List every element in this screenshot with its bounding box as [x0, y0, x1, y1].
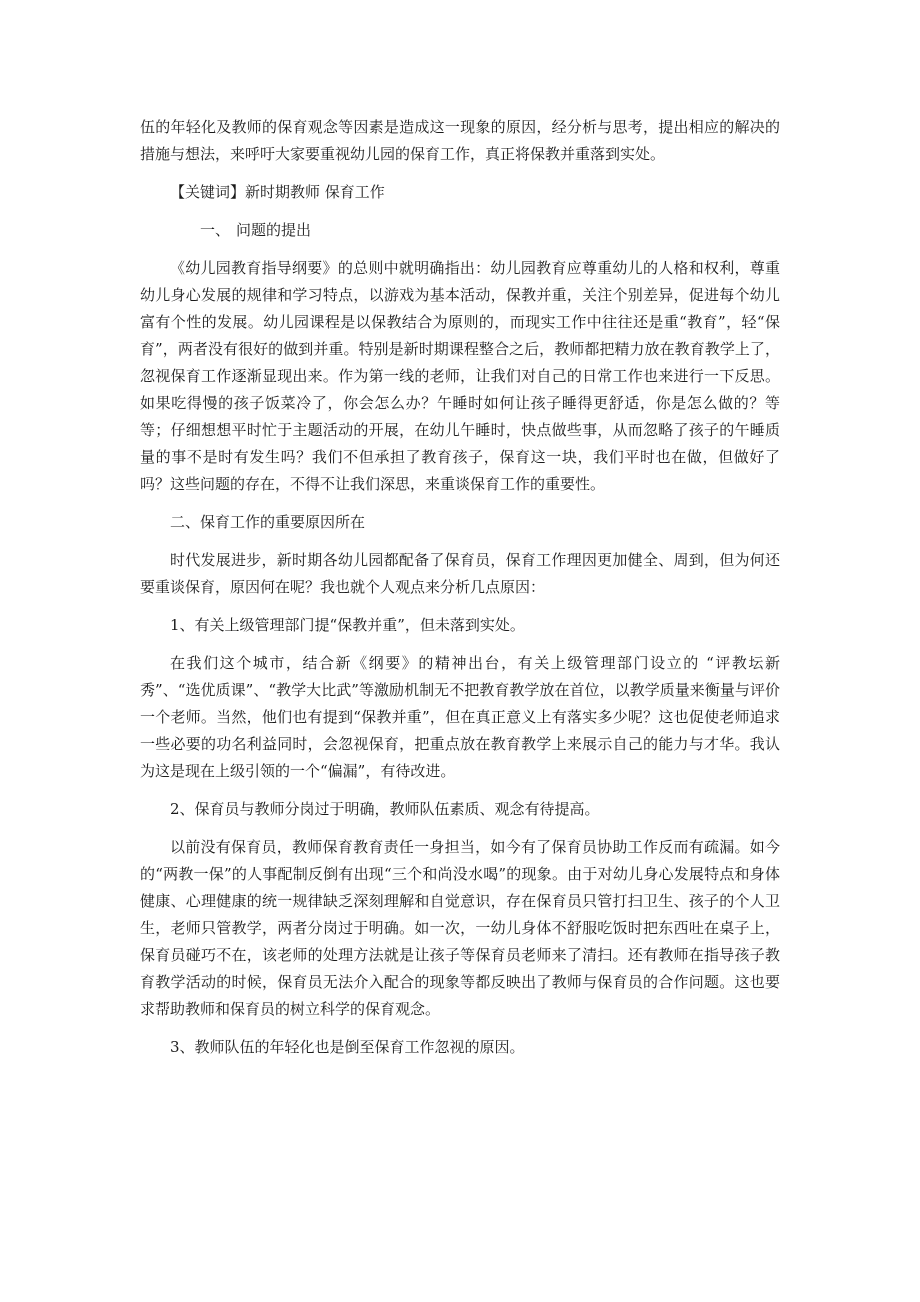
reason-2-body-paragraph: 以前没有保育员，教师保育教育责任一身担当，如今有了保育员协助工作反而有疏漏。如今的“两教一保”的人事配制反倒有出现“三个和尚没水喝”的现象。由于对幼儿身心发展特点和身体健康、心理健康的统一规律缺乏深刻理解和自觉意识，存在保育员只管打扫卫生、孩子的个人卫生，老师只管教学，两者分岗过于明确。如一次，一幼儿身体不舒服吃饭时把东西吐在桌子上，保育员碰巧不在，该老师的处理方法就是让孩子等保育员老师来了清扫。还有教师在指导孩子教育教学活动的时候，保育员无法介入配合的现象等都反映出了教师与保育员的合作问题。这也要求帮助教师和保育员的树立科学的保育观念。 — [140, 838, 780, 1018]
abstract-tail-paragraph: 伍的年轻化及教师的保育观念等因素是造成这一现象的原因，经分析与思考，提出相应的解决的措施与想法，来呼吁大家要重视幼儿园的保育工作，真正将保教并重落到实处。 — [140, 118, 780, 163]
reason-1-body-paragraph: 在我们这个城市，结合新《纲要》的精神出台，有关上级管理部门设立的 “评教坛新秀”、“选优质课”、“教学大比武”等激励机制无不把教育教学放在首位，以教学质量来衡量与评价一个老师。当然，他们也有提到“保教并重”，但在真正意义上有落实多少呢？这也促使老师追求一些必要的功名利益同时，会忽视保育，把重点放在教育教学上来展示自己的能力与才华。我认为这是现在上级引领的一个“偏漏”，有待改进。 — [140, 654, 780, 780]
reason-1-heading: 1、有关上级管理部门提“保教并重”，但未落到实处。 — [170, 616, 525, 634]
section-1-title: 问题的提出 — [236, 221, 312, 239]
section-1-heading — [140, 217, 780, 244]
section-2-heading: 二、保育工作的重要原因所在 — [170, 513, 366, 531]
section-1-body-paragraph: 《幼儿园教育指导纲要》的总则中就明确指出：幼儿园教育应尊重幼儿的人格和权利，尊重幼儿身心发展的规律和学习特点，以游戏为基本活动，保教并重，关注个别差异，促进每个幼儿富有个性的发展。幼儿园课程是以保教结合为原则的，而现实工作中往往还是重“教育”，轻“保育”，两者没有很好的做到并重。特别是新时期课程整合之后，教师都把精力放在教育教学上了，忽视保育工作逐渐显现出来。作为第一线的老师，让我们对自己的日常工作也来进行一下反思。如果吃得慢的孩子饭菜冷了，你会怎么办？午睡时如何让孩子睡得更舒适，你是怎么做的？等等；仔细想想平时忙于主题活动的开展，在幼儿午睡时，快点做些事，从而忽略了孩子的午睡质量的事不是时有发生吗？我们不但承担了教育孩子，保育这一块，我们平时也在做，但做好了吗？这些问题的存在，不得不让我们深思，来重谈保育工作的重要性。 — [140, 259, 780, 493]
reason-2-heading: 2、保育员与教师分岗过于明确，教师队伍素质、观念有待提高。 — [170, 800, 600, 818]
keywords-line: 【关键词】新时期教师 保育工作 — [170, 183, 385, 201]
reason-3-heading: 3、教师队伍的年轻化也是倒至保育工作忽视的原因。 — [170, 1038, 525, 1056]
section-2-body-paragraph: 时代发展进步，新时期各幼儿园都配备了保育员，保育工作理因更加健全、周到，但为何还要重谈保育，原因何在呢？我也就个人观点来分析几点原因： — [140, 551, 780, 596]
document-body — [140, 114, 780, 1072]
section-1-number: 一、 — [200, 221, 231, 239]
